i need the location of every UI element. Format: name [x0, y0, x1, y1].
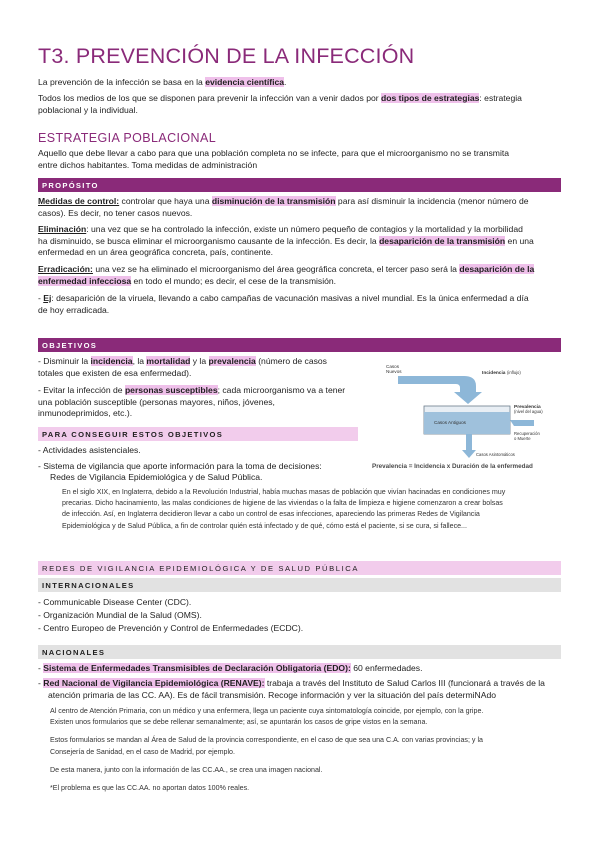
- body-text: casos). Es decir, no tener casos nuevos.: [38, 207, 193, 218]
- body-text: : desaparición de la viruela, llevando a cabo campañas de vacunación masivas a nivel mundial. Es la única enfermedad a día: [51, 293, 529, 303]
- body-text: ; cada microorganismo va a tener: [217, 385, 346, 395]
- proposito-ejemplo: [38, 293, 563, 316]
- list-item: - Centro Europeo de Prevención y Control de Enfermedades (ECDC).: [38, 623, 304, 633]
- nacionales-item-2: [38, 678, 563, 701]
- estrategia-text: entre dichos habitantes. Toma medidas de administración: [38, 159, 258, 170]
- body-text: (número de casos: [255, 356, 327, 366]
- label-incidencia: Incidencia: [482, 371, 506, 376]
- bar-proposito: PROPÓSITO: [38, 178, 561, 192]
- label-casos-antiguos: Casos Antiguos: [434, 420, 466, 425]
- label-prevalencia: Prevalencia: [514, 405, 541, 410]
- page-title: T3. PREVENCIÓN DE LA INFECCIÓN: [38, 44, 415, 68]
- list-item: - Communicable Disease Center (CDC).: [38, 597, 192, 607]
- label-prevalencia-sub: (nivel del agua): [514, 409, 543, 414]
- body-text: trabaja a través del Instituto de Salud Carlos III (funcionará a través de la: [264, 678, 545, 688]
- note-text: Consejería de Sanidad, en el caso de Madrid, por ejemplo.: [50, 747, 235, 756]
- prevalence-diagram: [364, 360, 582, 472]
- bullet-dash: -: [38, 663, 44, 673]
- nacionales-item-1: [38, 663, 563, 675]
- body-text: - Evitar la infección de: [38, 385, 125, 395]
- body-text: una población susceptible (personas mayores, niños, jóvenes,: [38, 396, 275, 407]
- intro-paragraph-1: [38, 77, 563, 89]
- intro-text: : estrategia: [479, 93, 522, 103]
- term-label: Erradicación:: [38, 264, 93, 274]
- label-casos-nuevos-2: Nuevos: [386, 369, 402, 374]
- list-item: - Organización Mundial de la Salud (OMS).: [38, 610, 202, 620]
- objetivos-item-1: [38, 356, 360, 379]
- body-text: 60 enfermedades.: [350, 663, 423, 673]
- section-heading-estrategia: ESTRATEGIA POBLACIONAL: [38, 131, 217, 145]
- term-highlight: incidencia: [90, 356, 133, 366]
- term-label: Ej: [43, 293, 52, 303]
- body-text: en todo el mundo; es decir, el cese de la transmisión.: [131, 275, 337, 286]
- intro-highlight: evidencia científica: [205, 77, 285, 87]
- term-highlight: prevalencia: [208, 356, 256, 366]
- objetivos-medios: [38, 445, 368, 484]
- bar-para-conseguir: PARA CONSEGUIR ESTOS OBJETIVOS: [38, 427, 358, 441]
- body-text: inmunodeprimidos, etc.).: [38, 408, 133, 419]
- note-text: precarias. Dicho hacinamiento, las malas condiciones de higiene de las viviendas o la falta de limpieza e higiene comenzaron a crear bolsas: [62, 499, 503, 508]
- body-text: atención primaria de las CC. AA). Es de fácil transmisión. Recoge información y ver la situación del país determiNAdo: [48, 689, 497, 700]
- body-text: - Disminuir la: [38, 356, 91, 366]
- body-text: en una: [505, 235, 534, 246]
- note-text: Al centro de Atención Primaria, con un médico y una enfermera, llega un paciente cuya sintomatología coincide, por ejemplo, con la gripe.: [50, 707, 484, 715]
- body-text: - Actividades asistenciales.: [38, 445, 141, 455]
- bar-redes: REDES DE VIGILANCIA EPIDEMIOLÓGICA Y DE SALUD PÚBLICA: [38, 561, 561, 575]
- intro-highlight: dos tipos de estrategias: [381, 93, 480, 103]
- term-highlight: desaparición de la: [459, 264, 535, 274]
- term-highlight: desaparición de la transmisión: [379, 235, 506, 246]
- objetivos-item-2: [38, 385, 360, 420]
- label-casos-asintomaticos: Casos Asintomáticos: [476, 452, 515, 457]
- note-text: Estos formularios se mandan al Área de Salud de la provincia correspondiente, en el caso de que sea una C.A. con varias provincias; y la: [50, 736, 483, 745]
- term-highlight: mortalidad: [146, 356, 191, 366]
- bullet-dash: -: [38, 678, 44, 688]
- bullet-dash: -: [38, 293, 44, 303]
- body-text: enfermedad en un área geográfica concreta, país, continente.: [38, 247, 274, 258]
- bar-internacionales: INTERNACIONALES: [38, 578, 561, 592]
- proposito-erradicacion: [38, 264, 563, 287]
- note-text: En el siglo XIX, en Inglaterra, debido a la Revolución Industrial, había muchas masas de población que vivían hacinadas en condiciones muy: [62, 488, 506, 496]
- term-label: Eliminación: [38, 224, 87, 234]
- term-highlight: enfermedad infecciosa: [38, 275, 132, 286]
- term-highlight: Sistema de Enfermedades Transmisibles de Declaración Obligatoria (EDO):: [43, 663, 351, 673]
- note-text: de infección. Así, en Inglaterra decidieron llevar a cabo un control de esas infecciones, apareciendo las primeras Redes de Vigilancia: [62, 510, 480, 519]
- intro-text: .: [284, 77, 287, 87]
- body-text: , la: [132, 356, 147, 366]
- estrategia-text: Aquello que debe llevar a cabo para que una población completa no se infecte, para que el microorganismo no se transmita: [38, 148, 510, 158]
- body-text: : una vez que se ha controlado la infección, existe un número pequeño de contagios y la mortalidad y la morbilidad: [86, 224, 523, 234]
- note-text: *El problema es que las CC.AA. no aportan datos 100% reales.: [50, 784, 250, 793]
- note-text: Epidemiológica y de Salud Pública, a fin de controlar quién está infectado y de qué, cómo está el paciente, si se cura, si fallece...: [62, 521, 467, 530]
- historia-parrafo: [62, 487, 562, 532]
- body-text: - Sistema de vigilancia que aporte información para la toma de decisiones:: [38, 460, 322, 471]
- intro-text: La prevención de la infección se basa en la: [38, 77, 206, 87]
- label-recuperacion-2: o Muerte: [514, 436, 531, 441]
- body-text: una vez se ha eliminado el microorganismo del área geográfica concreta, el tercer paso será la: [92, 264, 460, 274]
- body-text: ha disminuido, se busca eliminar el microorganismo causante de la infección. Es decir, la: [38, 235, 380, 246]
- body-text: controlar que haya una: [119, 196, 212, 206]
- body-text: de hoy erradicada.: [38, 304, 110, 315]
- label-incidencia-sub: (influjo): [507, 370, 521, 375]
- intro-paragraph-2: [38, 93, 563, 116]
- term-highlight: Red Nacional de Vigilancia Epidemiológica (RENAVE):: [43, 678, 265, 688]
- bar-nacionales: NACIONALES: [38, 645, 561, 659]
- bar-objetivos: OBJETIVOS: [38, 338, 561, 352]
- proposito-control: [38, 196, 563, 219]
- body-text: para así disminuir la incidencia (menor número de: [335, 196, 529, 206]
- nacionales-notes: [50, 706, 562, 794]
- label-casos-nuevos-1: Casos: [386, 364, 400, 369]
- label-recuperacion-1: Recuperación: [514, 431, 540, 436]
- recovery-arrow: [510, 420, 534, 426]
- internacionales-list: [38, 596, 563, 635]
- term-highlight: disminución de la transmisión: [211, 196, 336, 206]
- estrategia-description: [38, 148, 563, 171]
- intro-text: poblacional y la individual.: [38, 104, 138, 115]
- term-highlight: personas susceptibles: [124, 385, 218, 395]
- note-text: De esta manera, junto con la información de las CC.AA., se crea una imagen nacional.: [50, 765, 323, 774]
- intro-text: Todos los medios de los que se disponen para prevenir la infección van a venir dados por: [38, 93, 382, 103]
- formula-caption: Prevalencia = Incidencia x Duración de la enfermedad: [372, 463, 533, 470]
- body-text: Redes de Vigilancia Epidemiológica y de Salud Pública.: [50, 472, 263, 483]
- term-label: Medidas de control:: [38, 196, 120, 206]
- note-text: Existen unos formularios que se debe rellenar semanalmente; así, se apuntarán los casos de gripe vistos en la semana.: [50, 718, 428, 727]
- body-text: totales que existen de esa enfermedad).: [38, 367, 192, 378]
- proposito-eliminacion: [38, 224, 563, 259]
- body-text: y la: [190, 356, 209, 366]
